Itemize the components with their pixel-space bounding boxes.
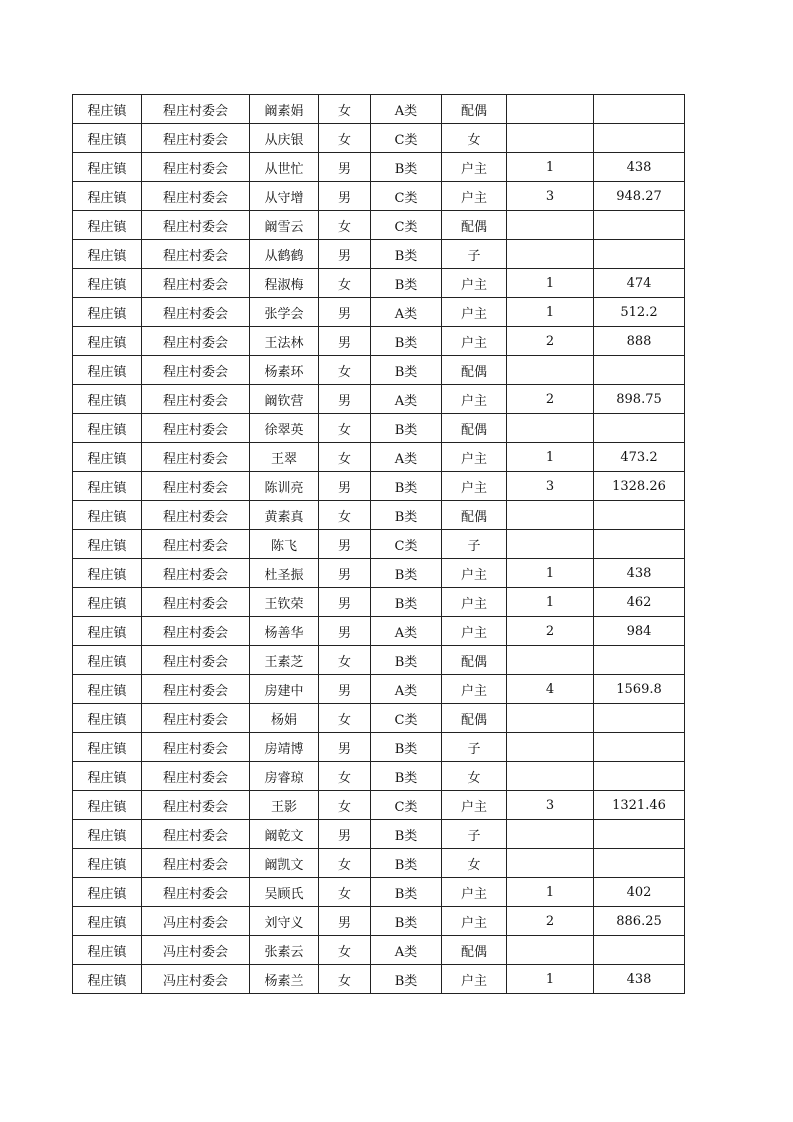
relation-cell: 户主	[442, 443, 507, 472]
household-size-cell: 2	[507, 327, 594, 356]
village-committee-cell: 程庄村委会	[142, 298, 250, 327]
category-cell: B类	[371, 501, 442, 530]
amount-cell	[594, 356, 685, 385]
name-cell: 阚雪云	[250, 211, 319, 240]
household-size-cell: 2	[507, 907, 594, 936]
name-cell: 从世忙	[250, 153, 319, 182]
amount-cell	[594, 240, 685, 269]
relation-cell: 户主	[442, 791, 507, 820]
category-cell: A类	[371, 675, 442, 704]
town-cell: 程庄镇	[73, 646, 142, 675]
village-committee-cell: 程庄村委会	[142, 269, 250, 298]
category-cell: B类	[371, 733, 442, 762]
amount-cell	[594, 211, 685, 240]
table-row	[73, 530, 685, 559]
relation-cell: 户主	[442, 965, 507, 994]
village-committee-cell: 程庄村委会	[142, 617, 250, 646]
name-cell: 程淑梅	[250, 269, 319, 298]
gender-cell: 男	[319, 298, 371, 327]
household-size-cell	[507, 356, 594, 385]
category-cell: A类	[371, 95, 442, 124]
category-cell: B类	[371, 472, 442, 501]
name-cell: 阚钦营	[250, 385, 319, 414]
village-committee-cell: 冯庄村委会	[142, 965, 250, 994]
table-row	[73, 907, 685, 936]
table-row	[73, 240, 685, 269]
household-size-cell	[507, 849, 594, 878]
relation-cell: 户主	[442, 588, 507, 617]
category-cell: A类	[371, 936, 442, 965]
table-row	[73, 472, 685, 501]
town-cell: 程庄镇	[73, 124, 142, 153]
gender-cell: 女	[319, 762, 371, 791]
gender-cell: 男	[319, 472, 371, 501]
gender-cell: 女	[319, 443, 371, 472]
name-cell: 张素云	[250, 936, 319, 965]
village-committee-cell: 程庄村委会	[142, 356, 250, 385]
gender-cell: 男	[319, 820, 371, 849]
household-size-cell: 1	[507, 298, 594, 327]
gender-cell: 女	[319, 124, 371, 153]
name-cell: 阚凯文	[250, 849, 319, 878]
relation-cell: 女	[442, 124, 507, 153]
relation-cell: 户主	[442, 327, 507, 356]
category-cell: A类	[371, 443, 442, 472]
household-size-cell	[507, 414, 594, 443]
household-size-cell: 3	[507, 182, 594, 211]
table-row	[73, 733, 685, 762]
town-cell: 程庄镇	[73, 820, 142, 849]
town-cell: 程庄镇	[73, 501, 142, 530]
name-cell: 杨素兰	[250, 965, 319, 994]
gender-cell: 男	[319, 588, 371, 617]
table-row	[73, 298, 685, 327]
amount-cell	[594, 733, 685, 762]
household-size-cell	[507, 936, 594, 965]
village-committee-cell: 程庄村委会	[142, 472, 250, 501]
household-size-cell	[507, 530, 594, 559]
gender-cell: 女	[319, 965, 371, 994]
table-row	[73, 153, 685, 182]
town-cell: 程庄镇	[73, 240, 142, 269]
table-row	[73, 182, 685, 211]
category-cell: C类	[371, 530, 442, 559]
name-cell: 刘守义	[250, 907, 319, 936]
category-cell: B类	[371, 356, 442, 385]
category-cell: B类	[371, 588, 442, 617]
town-cell: 程庄镇	[73, 733, 142, 762]
town-cell: 程庄镇	[73, 588, 142, 617]
household-size-cell	[507, 762, 594, 791]
amount-cell: 888	[594, 327, 685, 356]
relation-cell: 女	[442, 762, 507, 791]
gender-cell: 男	[319, 675, 371, 704]
household-size-cell: 1	[507, 588, 594, 617]
table-row	[73, 327, 685, 356]
table-row	[73, 443, 685, 472]
gender-cell: 男	[319, 153, 371, 182]
village-committee-cell: 程庄村委会	[142, 675, 250, 704]
category-cell: B类	[371, 153, 442, 182]
gender-cell: 女	[319, 356, 371, 385]
village-committee-cell: 程庄村委会	[142, 878, 250, 907]
household-size-cell: 1	[507, 443, 594, 472]
name-cell: 房睿琼	[250, 762, 319, 791]
table-row	[73, 501, 685, 530]
amount-cell: 462	[594, 588, 685, 617]
village-committee-cell: 程庄村委会	[142, 240, 250, 269]
household-size-cell	[507, 820, 594, 849]
amount-cell: 438	[594, 153, 685, 182]
relation-cell: 户主	[442, 153, 507, 182]
household-size-cell: 3	[507, 472, 594, 501]
category-cell: B类	[371, 240, 442, 269]
table-row	[73, 675, 685, 704]
amount-cell: 512.2	[594, 298, 685, 327]
town-cell: 程庄镇	[73, 704, 142, 733]
household-size-cell: 1	[507, 878, 594, 907]
table-row	[73, 588, 685, 617]
relation-cell: 子	[442, 240, 507, 269]
household-size-cell: 2	[507, 385, 594, 414]
town-cell: 程庄镇	[73, 849, 142, 878]
gender-cell: 男	[319, 617, 371, 646]
household-size-cell: 2	[507, 617, 594, 646]
town-cell: 程庄镇	[73, 443, 142, 472]
amount-cell: 1328.26	[594, 472, 685, 501]
village-committee-cell: 程庄村委会	[142, 530, 250, 559]
amount-cell	[594, 95, 685, 124]
amount-cell	[594, 936, 685, 965]
village-committee-cell: 程庄村委会	[142, 182, 250, 211]
amount-cell	[594, 820, 685, 849]
amount-cell: 474	[594, 269, 685, 298]
town-cell: 程庄镇	[73, 675, 142, 704]
village-committee-cell: 程庄村委会	[142, 95, 250, 124]
household-size-cell	[507, 501, 594, 530]
name-cell: 阚乾文	[250, 820, 319, 849]
village-committee-cell: 程庄村委会	[142, 327, 250, 356]
category-cell: B类	[371, 269, 442, 298]
amount-cell: 984	[594, 617, 685, 646]
category-cell: B类	[371, 907, 442, 936]
relation-cell: 子	[442, 733, 507, 762]
town-cell: 程庄镇	[73, 356, 142, 385]
town-cell: 程庄镇	[73, 530, 142, 559]
name-cell: 杨素环	[250, 356, 319, 385]
relation-cell: 女	[442, 849, 507, 878]
name-cell: 黄素真	[250, 501, 319, 530]
table-row	[73, 820, 685, 849]
gender-cell: 男	[319, 559, 371, 588]
category-cell: C类	[371, 704, 442, 733]
amount-cell	[594, 849, 685, 878]
table-row	[73, 95, 685, 124]
household-size-cell	[507, 646, 594, 675]
town-cell: 程庄镇	[73, 936, 142, 965]
relation-cell: 配偶	[442, 704, 507, 733]
gender-cell: 女	[319, 269, 371, 298]
relation-cell: 户主	[442, 907, 507, 936]
name-cell: 从鹤鹤	[250, 240, 319, 269]
name-cell: 阚素娟	[250, 95, 319, 124]
table-row	[73, 356, 685, 385]
town-cell: 程庄镇	[73, 878, 142, 907]
gender-cell: 女	[319, 878, 371, 907]
village-committee-cell: 程庄村委会	[142, 762, 250, 791]
relation-cell: 配偶	[442, 95, 507, 124]
category-cell: B类	[371, 878, 442, 907]
amount-cell: 886.25	[594, 907, 685, 936]
household-size-cell	[507, 704, 594, 733]
town-cell: 程庄镇	[73, 907, 142, 936]
category-cell: B类	[371, 414, 442, 443]
village-committee-cell: 程庄村委会	[142, 733, 250, 762]
town-cell: 程庄镇	[73, 153, 142, 182]
gender-cell: 女	[319, 936, 371, 965]
household-size-cell: 4	[507, 675, 594, 704]
town-cell: 程庄镇	[73, 269, 142, 298]
table-body	[73, 95, 685, 994]
table-row	[73, 849, 685, 878]
name-cell: 陈飞	[250, 530, 319, 559]
village-committee-cell: 程庄村委会	[142, 124, 250, 153]
category-cell: A类	[371, 298, 442, 327]
relation-cell: 户主	[442, 472, 507, 501]
amount-cell: 898.75	[594, 385, 685, 414]
table-row	[73, 965, 685, 994]
town-cell: 程庄镇	[73, 559, 142, 588]
amount-cell	[594, 124, 685, 153]
relation-cell: 户主	[442, 298, 507, 327]
table-row	[73, 269, 685, 298]
name-cell: 王素芝	[250, 646, 319, 675]
gender-cell: 女	[319, 791, 371, 820]
town-cell: 程庄镇	[73, 791, 142, 820]
relation-cell: 配偶	[442, 414, 507, 443]
table-row	[73, 414, 685, 443]
village-committee-cell: 程庄村委会	[142, 588, 250, 617]
household-size-cell	[507, 211, 594, 240]
category-cell: B类	[371, 820, 442, 849]
relation-cell: 户主	[442, 559, 507, 588]
amount-cell: 1569.8	[594, 675, 685, 704]
household-size-cell: 1	[507, 965, 594, 994]
name-cell: 杜圣振	[250, 559, 319, 588]
town-cell: 程庄镇	[73, 617, 142, 646]
table-row	[73, 124, 685, 153]
name-cell: 王法林	[250, 327, 319, 356]
category-cell: B类	[371, 762, 442, 791]
relation-cell: 子	[442, 820, 507, 849]
relation-cell: 配偶	[442, 936, 507, 965]
category-cell: B类	[371, 646, 442, 675]
name-cell: 陈训亮	[250, 472, 319, 501]
category-cell: B类	[371, 327, 442, 356]
gender-cell: 女	[319, 646, 371, 675]
village-committee-cell: 冯庄村委会	[142, 936, 250, 965]
gender-cell: 女	[319, 849, 371, 878]
gender-cell: 女	[319, 211, 371, 240]
relation-cell: 户主	[442, 269, 507, 298]
household-size-cell	[507, 95, 594, 124]
category-cell: A类	[371, 617, 442, 646]
gender-cell: 女	[319, 95, 371, 124]
village-committee-cell: 程庄村委会	[142, 153, 250, 182]
name-cell: 张学会	[250, 298, 319, 327]
household-size-cell	[507, 124, 594, 153]
amount-cell	[594, 530, 685, 559]
category-cell: B类	[371, 965, 442, 994]
town-cell: 程庄镇	[73, 95, 142, 124]
name-cell: 王翠	[250, 443, 319, 472]
amount-cell: 402	[594, 878, 685, 907]
category-cell: B类	[371, 849, 442, 878]
gender-cell: 男	[319, 385, 371, 414]
table-row	[73, 559, 685, 588]
relation-cell: 户主	[442, 675, 507, 704]
household-size-cell	[507, 240, 594, 269]
village-committee-cell: 冯庄村委会	[142, 907, 250, 936]
name-cell: 王影	[250, 791, 319, 820]
town-cell: 程庄镇	[73, 298, 142, 327]
village-committee-cell: 程庄村委会	[142, 385, 250, 414]
gender-cell: 女	[319, 501, 371, 530]
amount-cell: 1321.46	[594, 791, 685, 820]
table-row	[73, 211, 685, 240]
village-committee-cell: 程庄村委会	[142, 501, 250, 530]
relation-cell: 配偶	[442, 356, 507, 385]
relation-cell: 户主	[442, 385, 507, 414]
table-row	[73, 936, 685, 965]
amount-cell: 473.2	[594, 443, 685, 472]
gender-cell: 男	[319, 907, 371, 936]
category-cell: B类	[371, 559, 442, 588]
village-committee-cell: 程庄村委会	[142, 414, 250, 443]
name-cell: 王钦荣	[250, 588, 319, 617]
name-cell: 从庆银	[250, 124, 319, 153]
relation-cell: 户主	[442, 182, 507, 211]
amount-cell	[594, 501, 685, 530]
town-cell: 程庄镇	[73, 211, 142, 240]
village-committee-cell: 程庄村委会	[142, 704, 250, 733]
town-cell: 程庄镇	[73, 472, 142, 501]
village-committee-cell: 程庄村委会	[142, 791, 250, 820]
gender-cell: 男	[319, 182, 371, 211]
town-cell: 程庄镇	[73, 182, 142, 211]
table-row	[73, 704, 685, 733]
amount-cell: 438	[594, 559, 685, 588]
gender-cell: 男	[319, 530, 371, 559]
relation-cell: 配偶	[442, 501, 507, 530]
category-cell: C类	[371, 182, 442, 211]
household-size-cell: 1	[507, 153, 594, 182]
household-size-cell: 3	[507, 791, 594, 820]
amount-cell	[594, 762, 685, 791]
table-row	[73, 385, 685, 414]
village-committee-cell: 程庄村委会	[142, 443, 250, 472]
village-committee-cell: 程庄村委会	[142, 211, 250, 240]
amount-cell: 948.27	[594, 182, 685, 211]
name-cell: 徐翠英	[250, 414, 319, 443]
table-row	[73, 646, 685, 675]
gender-cell: 男	[319, 733, 371, 762]
relation-cell: 户主	[442, 878, 507, 907]
amount-cell	[594, 646, 685, 675]
town-cell: 程庄镇	[73, 762, 142, 791]
town-cell: 程庄镇	[73, 414, 142, 443]
relation-cell: 户主	[442, 617, 507, 646]
name-cell: 房靖博	[250, 733, 319, 762]
category-cell: A类	[371, 385, 442, 414]
gender-cell: 女	[319, 414, 371, 443]
relation-cell: 配偶	[442, 646, 507, 675]
amount-cell	[594, 704, 685, 733]
town-cell: 程庄镇	[73, 327, 142, 356]
gender-cell: 女	[319, 704, 371, 733]
gender-cell: 男	[319, 327, 371, 356]
table-row	[73, 617, 685, 646]
name-cell: 房建中	[250, 675, 319, 704]
name-cell: 杨娟	[250, 704, 319, 733]
table-row	[73, 762, 685, 791]
category-cell: C类	[371, 124, 442, 153]
name-cell: 从守增	[250, 182, 319, 211]
village-committee-cell: 程庄村委会	[142, 820, 250, 849]
category-cell: C类	[371, 791, 442, 820]
name-cell: 杨善华	[250, 617, 319, 646]
table-row	[73, 791, 685, 820]
household-size-cell: 1	[507, 269, 594, 298]
village-committee-cell: 程庄村委会	[142, 646, 250, 675]
gender-cell: 男	[319, 240, 371, 269]
data-table	[72, 94, 685, 994]
household-size-cell	[507, 733, 594, 762]
town-cell: 程庄镇	[73, 385, 142, 414]
town-cell: 程庄镇	[73, 965, 142, 994]
amount-cell: 438	[594, 965, 685, 994]
village-committee-cell: 程庄村委会	[142, 849, 250, 878]
relation-cell: 配偶	[442, 211, 507, 240]
household-size-cell: 1	[507, 559, 594, 588]
table-row	[73, 878, 685, 907]
relation-cell: 子	[442, 530, 507, 559]
village-committee-cell: 程庄村委会	[142, 559, 250, 588]
amount-cell	[594, 414, 685, 443]
category-cell: C类	[371, 211, 442, 240]
name-cell: 吴顾氏	[250, 878, 319, 907]
